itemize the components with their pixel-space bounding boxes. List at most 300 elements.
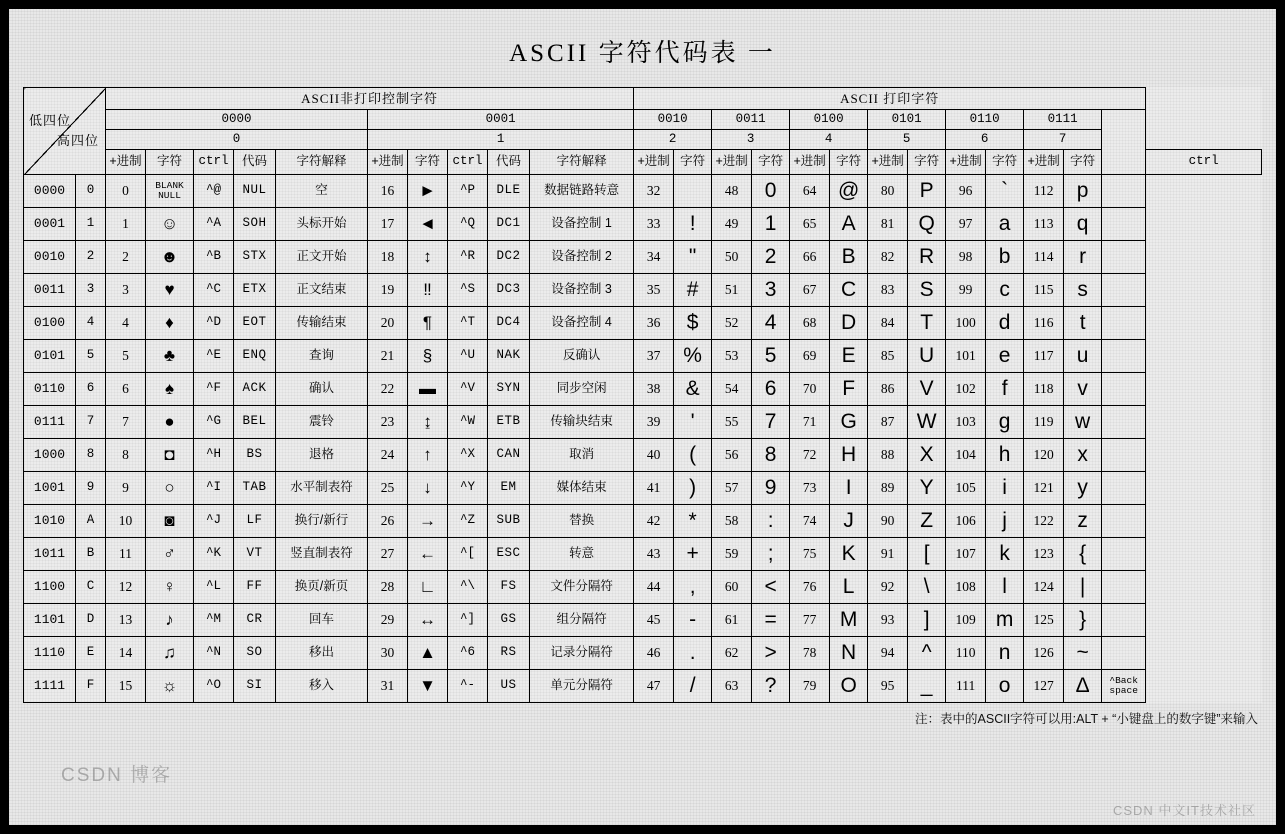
cell-char-3-6: 6	[752, 373, 790, 406]
cell-char-0-0: BLANK NULL	[146, 175, 194, 208]
cell-code-1-3: DC3	[488, 274, 530, 307]
cell-char-2-15: /	[674, 670, 712, 703]
cell-char-6-14: n	[986, 637, 1024, 670]
cell-ctrl-1-6: ^V	[448, 373, 488, 406]
cell-dec-1-4: 20	[368, 307, 408, 340]
cell-dec-7-4: 116	[1024, 307, 1064, 340]
table-row	[24, 175, 1262, 208]
cell-ctrl-1-10: ^Z	[448, 505, 488, 538]
cell-dec-7-2: 114	[1024, 241, 1064, 274]
cell-char-4-1: A	[830, 208, 868, 241]
cell-expl-1-10: 替换	[530, 505, 634, 538]
cell-ctrl-1-5: ^U	[448, 340, 488, 373]
cell-dec-4-10: 74	[790, 505, 830, 538]
row-low-binary-15: 1111	[24, 670, 76, 703]
cell-dec-7-1: 113	[1024, 208, 1064, 241]
cell-char-6-15: o	[986, 670, 1024, 703]
row-low-binary-14: 1110	[24, 637, 76, 670]
group-bin-0: 0000	[106, 110, 368, 130]
cell-expl-1-7: 传输块结束	[530, 406, 634, 439]
cell-dec-5-2: 82	[868, 241, 908, 274]
cell-code-1-0: DLE	[488, 175, 530, 208]
cell-char-4-10: J	[830, 505, 868, 538]
cell-char-2-8: (	[674, 439, 712, 472]
cell-char-1-11: ←	[408, 538, 448, 571]
cell-dec-0-2: 2	[106, 241, 146, 274]
cell-char-3-13: =	[752, 604, 790, 637]
cell-char-1-0: ►	[408, 175, 448, 208]
cell-char-2-2: "	[674, 241, 712, 274]
cell-dec-5-10: 90	[868, 505, 908, 538]
cell-ctrl-0-12: ^L	[194, 571, 234, 604]
cell-char-1-12: ∟	[408, 571, 448, 604]
cell-code-1-8: CAN	[488, 439, 530, 472]
cell-dec-0-5: 5	[106, 340, 146, 373]
cell-ctrl-7-15: ^Back space	[1102, 670, 1146, 703]
cell-dec-2-5: 37	[634, 340, 674, 373]
cell-char-0-9: ○	[146, 472, 194, 505]
cell-dec-3-0: 48	[712, 175, 752, 208]
cell-ctrl-0-0: ^@	[194, 175, 234, 208]
cell-dec-0-10: 10	[106, 505, 146, 538]
cell-dec-2-3: 35	[634, 274, 674, 307]
table-row	[24, 406, 1262, 439]
cell-char-4-15: O	[830, 670, 868, 703]
cell-dec-1-7: 23	[368, 406, 408, 439]
watermark-right: CSDN 中文IT技术社区	[1112, 803, 1256, 818]
cell-char-1-14: ▲	[408, 637, 448, 670]
row-low-hex-9: 9	[76, 472, 106, 505]
cell-ctrl-0-1: ^A	[194, 208, 234, 241]
cell-dec-6-14: 110	[946, 637, 986, 670]
cell-char-5-5: U	[908, 340, 946, 373]
cell-expl-1-9: 媒体结束	[530, 472, 634, 505]
cell-expl-1-12: 文件分隔符	[530, 571, 634, 604]
cell-ctrl-0-11: ^K	[194, 538, 234, 571]
cell-char-6-9: i	[986, 472, 1024, 505]
table-row	[24, 373, 1262, 406]
col-head-char-2: 字符	[674, 150, 712, 175]
cell-char-7-0: p	[1064, 175, 1102, 208]
cell-dec-2-12: 44	[634, 571, 674, 604]
row-low-binary-6: 0110	[24, 373, 76, 406]
cell-ctrl-7-12	[1102, 571, 1146, 604]
cell-dec-5-6: 86	[868, 373, 908, 406]
cell-char-6-10: j	[986, 505, 1024, 538]
cell-char-5-2: R	[908, 241, 946, 274]
cell-code-0-12: FF	[234, 571, 276, 604]
cell-char-0-12: ♀	[146, 571, 194, 604]
cell-char-1-7: ↨	[408, 406, 448, 439]
cell-dec-7-12: 124	[1024, 571, 1064, 604]
cell-dec-3-8: 56	[712, 439, 752, 472]
cell-dec-7-0: 112	[1024, 175, 1064, 208]
cell-dec-3-11: 59	[712, 538, 752, 571]
col-head-ctrl-0: ctrl	[194, 150, 234, 175]
row-low-binary-9: 1001	[24, 472, 76, 505]
col-head-dec-3: +进制	[712, 150, 752, 175]
cell-expl-0-3: 正文结束	[276, 274, 368, 307]
group-dec-1: 1	[368, 130, 634, 150]
cell-char-1-15: ▼	[408, 670, 448, 703]
cell-dec-0-7: 7	[106, 406, 146, 439]
paper-sheet	[8, 8, 1277, 826]
cell-dec-6-12: 108	[946, 571, 986, 604]
cell-ctrl-7-7	[1102, 406, 1146, 439]
cell-dec-2-9: 41	[634, 472, 674, 505]
cell-char-6-3: c	[986, 274, 1024, 307]
cell-code-0-5: ENQ	[234, 340, 276, 373]
col-head-char-3: 字符	[752, 150, 790, 175]
cell-dec-0-15: 15	[106, 670, 146, 703]
cell-char-6-0: `	[986, 175, 1024, 208]
cell-ctrl-7-4	[1102, 307, 1146, 340]
cell-dec-5-15: 95	[868, 670, 908, 703]
cell-dec-6-3: 99	[946, 274, 986, 307]
cell-char-3-5: 5	[752, 340, 790, 373]
cell-char-5-4: T	[908, 307, 946, 340]
cell-dec-5-12: 92	[868, 571, 908, 604]
cell-char-7-7: w	[1064, 406, 1102, 439]
cell-char-5-11: [	[908, 538, 946, 571]
cell-ctrl-0-15: ^O	[194, 670, 234, 703]
cell-dec-2-14: 46	[634, 637, 674, 670]
cell-char-5-15: _	[908, 670, 946, 703]
table-row	[24, 637, 1262, 670]
cell-char-7-12: |	[1064, 571, 1102, 604]
cell-char-5-0: P	[908, 175, 946, 208]
cell-dec-4-14: 78	[790, 637, 830, 670]
group-dec-4: 4	[790, 130, 868, 150]
cell-expl-0-4: 传输结束	[276, 307, 368, 340]
cell-char-5-3: S	[908, 274, 946, 307]
cell-char-3-0: 0	[752, 175, 790, 208]
cell-char-3-9: 9	[752, 472, 790, 505]
cell-char-1-4: ¶	[408, 307, 448, 340]
cell-char-2-10: *	[674, 505, 712, 538]
cell-dec-1-6: 22	[368, 373, 408, 406]
cell-ctrl-1-2: ^R	[448, 241, 488, 274]
cell-char-0-10: ◙	[146, 505, 194, 538]
cell-code-1-13: GS	[488, 604, 530, 637]
cell-expl-1-14: 记录分隔符	[530, 637, 634, 670]
group-dec-3: 3	[712, 130, 790, 150]
col-head-dec-7: +进制	[1024, 150, 1064, 175]
cell-dec-3-3: 51	[712, 274, 752, 307]
col-head-dec-1: +进制	[368, 150, 408, 175]
cell-dec-7-6: 118	[1024, 373, 1064, 406]
cell-ctrl-1-8: ^X	[448, 439, 488, 472]
row-low-hex-13: D	[76, 604, 106, 637]
cell-dec-3-10: 58	[712, 505, 752, 538]
cell-expl-0-1: 头标开始	[276, 208, 368, 241]
cell-char-7-1: q	[1064, 208, 1102, 241]
cell-char-7-6: v	[1064, 373, 1102, 406]
cell-ctrl-7-3	[1102, 274, 1146, 307]
cell-expl-1-15: 单元分隔符	[530, 670, 634, 703]
cell-dec-2-13: 45	[634, 604, 674, 637]
cell-dec-0-13: 13	[106, 604, 146, 637]
cell-ctrl-1-9: ^Y	[448, 472, 488, 505]
group-title-printing: ASCII 打印字符	[634, 88, 1146, 110]
cell-char-7-8: x	[1064, 439, 1102, 472]
cell-char-3-14: >	[752, 637, 790, 670]
col-head-char-6: 字符	[986, 150, 1024, 175]
cell-ctrl-0-7: ^G	[194, 406, 234, 439]
cell-dec-6-4: 100	[946, 307, 986, 340]
cell-char-0-15: ☼	[146, 670, 194, 703]
cell-dec-3-2: 50	[712, 241, 752, 274]
cell-char-1-13: ↔	[408, 604, 448, 637]
cell-ctrl-1-15: ^-	[448, 670, 488, 703]
cell-char-7-15: Δ	[1064, 670, 1102, 703]
cell-char-6-13: m	[986, 604, 1024, 637]
cell-dec-1-15: 31	[368, 670, 408, 703]
cell-char-4-4: D	[830, 307, 868, 340]
cell-char-4-5: E	[830, 340, 868, 373]
cell-char-5-8: X	[908, 439, 946, 472]
cell-char-7-4: t	[1064, 307, 1102, 340]
cell-dec-5-0: 80	[868, 175, 908, 208]
cell-ctrl-0-13: ^M	[194, 604, 234, 637]
cell-expl-1-5: 反确认	[530, 340, 634, 373]
cell-expl-1-1: 设备控制 1	[530, 208, 634, 241]
cell-expl-1-13: 组分隔符	[530, 604, 634, 637]
cell-dec-3-14: 62	[712, 637, 752, 670]
table-row	[24, 241, 1262, 274]
cell-char-0-3: ♥	[146, 274, 194, 307]
group-title-nonprinting: ASCII非打印控制字符	[106, 88, 634, 110]
cell-dec-1-5: 21	[368, 340, 408, 373]
cell-ctrl-0-10: ^J	[194, 505, 234, 538]
cell-ctrl-7-14	[1102, 637, 1146, 670]
cell-char-2-7: '	[674, 406, 712, 439]
cell-dec-3-12: 60	[712, 571, 752, 604]
cell-expl-0-2: 正文开始	[276, 241, 368, 274]
cell-char-6-1: a	[986, 208, 1024, 241]
table-row	[24, 604, 1262, 637]
cell-ctrl-1-12: ^\	[448, 571, 488, 604]
cell-dec-4-6: 70	[790, 373, 830, 406]
cell-char-1-9: ↓	[408, 472, 448, 505]
row-low-binary-5: 0101	[24, 340, 76, 373]
cell-char-0-7: ●	[146, 406, 194, 439]
cell-expl-0-0: 空	[276, 175, 368, 208]
cell-char-1-1: ◄	[408, 208, 448, 241]
cell-char-3-11: ;	[752, 538, 790, 571]
cell-dec-7-3: 115	[1024, 274, 1064, 307]
group-bin-1: 0001	[368, 110, 634, 130]
row-low-binary-12: 1100	[24, 571, 76, 604]
cell-dec-1-9: 25	[368, 472, 408, 505]
cell-char-0-5: ♣	[146, 340, 194, 373]
cell-dec-7-14: 126	[1024, 637, 1064, 670]
cell-expl-1-6: 同步空闲	[530, 373, 634, 406]
table-body	[24, 175, 1262, 703]
cell-expl-0-12: 换页/新页	[276, 571, 368, 604]
cell-char-2-1: !	[674, 208, 712, 241]
cell-expl-0-5: 查询	[276, 340, 368, 373]
cell-char-5-10: Z	[908, 505, 946, 538]
cell-dec-6-15: 111	[946, 670, 986, 703]
cell-expl-1-0: 数据链路转意	[530, 175, 634, 208]
col-head-code-1: 代码	[488, 150, 530, 175]
row-low-hex-1: 1	[76, 208, 106, 241]
group-dec-7: 7	[1024, 130, 1102, 150]
cell-ctrl-1-1: ^Q	[448, 208, 488, 241]
cell-dec-4-13: 77	[790, 604, 830, 637]
cell-dec-5-1: 81	[868, 208, 908, 241]
cell-dec-3-13: 61	[712, 604, 752, 637]
cell-char-6-4: d	[986, 307, 1024, 340]
cell-dec-6-0: 96	[946, 175, 986, 208]
cell-dec-7-5: 117	[1024, 340, 1064, 373]
cell-char-6-2: b	[986, 241, 1024, 274]
cell-expl-0-10: 换行/新行	[276, 505, 368, 538]
cell-dec-4-2: 66	[790, 241, 830, 274]
cell-dec-6-5: 101	[946, 340, 986, 373]
cell-char-4-9: I	[830, 472, 868, 505]
cell-dec-4-11: 75	[790, 538, 830, 571]
cell-char-3-10: :	[752, 505, 790, 538]
cell-dec-2-4: 36	[634, 307, 674, 340]
cell-code-0-0: NUL	[234, 175, 276, 208]
cell-expl-1-2: 设备控制 2	[530, 241, 634, 274]
cell-char-4-13: M	[830, 604, 868, 637]
cell-dec-2-1: 33	[634, 208, 674, 241]
cell-char-4-3: C	[830, 274, 868, 307]
cell-char-1-6: ▬	[408, 373, 448, 406]
cell-dec-0-3: 3	[106, 274, 146, 307]
row-low-hex-10: A	[76, 505, 106, 538]
col-head-char-0: 字符	[146, 150, 194, 175]
table-row	[24, 505, 1262, 538]
cell-dec-4-5: 69	[790, 340, 830, 373]
table-row	[24, 670, 1262, 703]
cell-dec-3-5: 53	[712, 340, 752, 373]
cell-char-0-2: ☻	[146, 241, 194, 274]
cell-char-5-14: ^	[908, 637, 946, 670]
watermark-left: CSDN 博客	[61, 765, 173, 786]
cell-ctrl-1-4: ^T	[448, 307, 488, 340]
cell-char-2-9: )	[674, 472, 712, 505]
cell-expl-1-11: 转意	[530, 538, 634, 571]
cell-char-4-11: K	[830, 538, 868, 571]
row-low-binary-3: 0011	[24, 274, 76, 307]
cell-ctrl-7-10	[1102, 505, 1146, 538]
cell-char-3-12: <	[752, 571, 790, 604]
row-low-hex-4: 4	[76, 307, 106, 340]
cell-expl-0-7: 震铃	[276, 406, 368, 439]
cell-code-0-8: BS	[234, 439, 276, 472]
cell-dec-5-9: 89	[868, 472, 908, 505]
cell-dec-6-1: 97	[946, 208, 986, 241]
cell-char-4-8: H	[830, 439, 868, 472]
cell-expl-0-11: 竖直制表符	[276, 538, 368, 571]
cell-dec-3-15: 63	[712, 670, 752, 703]
cell-char-2-6: &	[674, 373, 712, 406]
cell-char-4-12: L	[830, 571, 868, 604]
cell-dec-6-13: 109	[946, 604, 986, 637]
cell-dec-6-9: 105	[946, 472, 986, 505]
cell-char-2-11: +	[674, 538, 712, 571]
cell-ctrl-0-9: ^I	[194, 472, 234, 505]
cell-ctrl-7-0	[1102, 175, 1146, 208]
cell-ctrl-1-7: ^W	[448, 406, 488, 439]
group-bin-2: 0010	[634, 110, 712, 130]
cell-char-1-5: §	[408, 340, 448, 373]
cell-char-4-6: F	[830, 373, 868, 406]
cell-char-3-1: 1	[752, 208, 790, 241]
cell-dec-5-4: 84	[868, 307, 908, 340]
cell-char-0-14: ♫	[146, 637, 194, 670]
cell-code-1-2: DC2	[488, 241, 530, 274]
row-low-hex-0: 0	[76, 175, 106, 208]
cell-expl-0-14: 移出	[276, 637, 368, 670]
cell-expl-0-8: 退格	[276, 439, 368, 472]
cell-char-6-8: h	[986, 439, 1024, 472]
cell-char-0-6: ♠	[146, 373, 194, 406]
table-row	[24, 340, 1262, 373]
cell-dec-1-0: 16	[368, 175, 408, 208]
cell-char-5-9: Y	[908, 472, 946, 505]
cell-code-1-9: EM	[488, 472, 530, 505]
group-bin-4: 0100	[790, 110, 868, 130]
cell-char-0-8: ◘	[146, 439, 194, 472]
page-title: ASCII 字符代码表 一	[509, 40, 776, 67]
cell-dec-2-8: 40	[634, 439, 674, 472]
group-dec-2: 2	[634, 130, 712, 150]
cell-code-1-6: SYN	[488, 373, 530, 406]
table-row	[24, 307, 1262, 340]
cell-code-1-7: ETB	[488, 406, 530, 439]
col-head-char-1: 字符	[408, 150, 448, 175]
row-low-binary-4: 0100	[24, 307, 76, 340]
cell-dec-4-7: 71	[790, 406, 830, 439]
cell-code-1-1: DC1	[488, 208, 530, 241]
table-row	[24, 571, 1262, 604]
group-bin-7: 0111	[1024, 110, 1102, 130]
cell-char-6-5: e	[986, 340, 1024, 373]
cell-ctrl-1-14: ^6	[448, 637, 488, 670]
cell-code-1-14: RS	[488, 637, 530, 670]
cell-char-2-4: $	[674, 307, 712, 340]
cell-char-5-1: Q	[908, 208, 946, 241]
cell-char-2-5: %	[674, 340, 712, 373]
row-low-hex-2: 2	[76, 241, 106, 274]
cell-dec-7-7: 119	[1024, 406, 1064, 439]
cell-code-0-3: ETX	[234, 274, 276, 307]
group-dec-5: 5	[868, 130, 946, 150]
col-head-dec-4: +进制	[790, 150, 830, 175]
cell-expl-1-4: 设备控制 4	[530, 307, 634, 340]
cell-ctrl-7-2	[1102, 241, 1146, 274]
cell-expl-1-3: 设备控制 3	[530, 274, 634, 307]
cell-dec-4-8: 72	[790, 439, 830, 472]
row-low-hex-7: 7	[76, 406, 106, 439]
col-head-ctrl-7: ctrl	[1146, 150, 1262, 175]
cell-char-1-8: ↑	[408, 439, 448, 472]
cell-dec-6-10: 106	[946, 505, 986, 538]
cell-dec-5-7: 87	[868, 406, 908, 439]
cell-ctrl-1-11: ^[	[448, 538, 488, 571]
row-low-binary-0: 0000	[24, 175, 76, 208]
cell-dec-4-12: 76	[790, 571, 830, 604]
cell-dec-1-10: 26	[368, 505, 408, 538]
col-head-char-5: 字符	[908, 150, 946, 175]
cell-ctrl-1-3: ^S	[448, 274, 488, 307]
high-bits-label: 高四位	[56, 133, 99, 148]
